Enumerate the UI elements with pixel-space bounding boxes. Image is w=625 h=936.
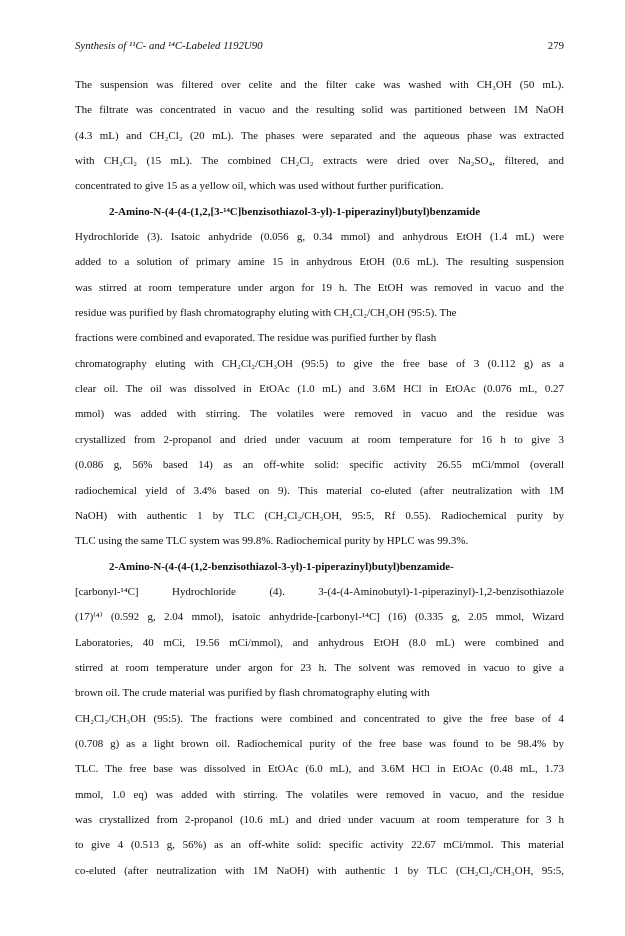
body-line: (17)⁽⁴⁾ (0.592 g, 2.04 mmol), isatoic anhydride-[carbonyl-¹⁴C] (16) (0.335 g, 2.05 mmol, Wizard (75, 611, 564, 624)
body-line: co-eluted (after neutralization with 1M NaOH) with authentic 1 by TLC (CH₂Cl₂/CH₃OH, 95:5, (75, 864, 564, 877)
body-text (75, 73, 564, 884)
body-line: NaOH) with authentic 1 by TLC (CH₂Cl₂/CH₃OH, 95:5, Rf 0.55). Radiochemical purity by (75, 509, 564, 522)
body-line: The filtrate was concentrated in vacuo and the resulting solid was partitioned between 1M NaOH (75, 104, 564, 117)
body-line: Laboratories, 40 mCi, 19.56 mCi/mmol), and anhydrous EtOH (8.0 mL) were combined and (75, 636, 564, 649)
body-line: mmol, 1.0 eq) was added with stirring. The volatiles were removed in vacuo, and the residue (75, 788, 564, 801)
page-number: 279 (547, 40, 564, 52)
body-line: The suspension was filtered over celite and the filter cake was washed with CH₃OH (50 mL). (75, 79, 564, 91)
body-line: chromatography eluting with CH₂Cl₂/CH₃OH (95:5) to give the free base of 3 (0.112 g) as a (75, 357, 564, 370)
body-line: was stirred at room temperature under argon for 19 h. The EtOH was removed in vacuo and the (75, 281, 564, 294)
body-line: concentrated to give 15 as a yellow oil, which was used without further purification. (75, 180, 444, 193)
body-line: (0.086 g, 56% based 14) as an off-white solid: specific activity 26.55 mCi/mmol (overall (75, 459, 564, 472)
compound-heading: 2-Amino-N-(4-(4-(1,2-benzisothiazol-3-yl)-1-piperazinyl)butyl)benzamide- (109, 560, 454, 573)
body-line: was crystallized from 2-propanol (10.6 mL) and dried under vacuum at room temperature for 3 h (75, 813, 564, 826)
body-line: (0.708 g) as a light brown oil. Radiochemical purity of the free base was found to be 98.4% by (75, 737, 564, 750)
running-header (75, 40, 564, 56)
body-line: radiochemical yield of 3.4% based on 9). This material co-eluted (after neutralization with 1M (75, 484, 564, 497)
body-line: (4.3 mL) and CH₂Cl₂ (20 mL). The phases were separated and the aqueous phase was extracted (75, 129, 564, 142)
body-line: brown oil. The crude material was purified by flash chromatography eluting with (75, 687, 430, 700)
body-line: mmol) was added with stirring. The volatiles were removed in vacuo and the residue was (75, 408, 564, 421)
body-line: CH₂Cl₂/CH₃OH (95:5). The fractions were combined and concentrated to give the free base of 4 (75, 712, 564, 725)
body-line: TLC using the same TLC system was 99.8%. Radiochemical purity by HPLC was 99.3%. (75, 535, 469, 548)
body-line: added to a solution of primary amine 15 in anhydrous EtOH (0.6 mL). The resulting suspension (75, 256, 564, 269)
body-line: TLC. The free base was dissolved in EtOAc (6.0 mL), and 3.6M HCl in EtOAc (0.48 mL, 1.73 (75, 763, 564, 776)
body-line: to give 4 (0.513 g, 56%) as an off-white solid: specific activity 22.67 mCi/mmol. This material (75, 839, 564, 852)
body-line: fractions were combined and evaporated. The residue was purified further by flash (75, 332, 437, 345)
body-line: residue was purified by flash chromatography eluting with CH₂Cl₂/CH₃OH (95:5). The (75, 307, 457, 320)
body-line: [carbonyl-¹⁴C] Hydrochloride (4). 3-(4-(4-Aminobutyl)-1-piperazinyl)-1,2-benzisothiazole (75, 585, 564, 598)
body-line: crystallized from 2-propanol and dried under vacuum at room temperature for 16 h to give 3 (75, 433, 564, 446)
body-line: with CH₂Cl₂ (15 mL). The combined CH₂Cl₂ extracts were dried over Na₂SO₄, filtered, and (75, 155, 564, 168)
compound-heading: 2-Amino-N-(4-(4-(1,2,[3-¹⁴C]benzisothiazol-3-yl)-1-piperazinyl)butyl)benzamide (109, 205, 481, 218)
body-line: Hydrochloride (3). Isatoic anhydride (0.056 g, 0.34 mmol) and anhydrous EtOH (1.4 mL) were (75, 231, 564, 244)
body-line: clear oil. The oil was dissolved in EtOAc (1.0 mL) and 3.6M HCl in EtOAc (0.076 mL, 0.27 (75, 383, 564, 396)
running-title: Synthesis of ¹¹C- and ¹⁴C-Labeled 1192U90 (75, 40, 263, 52)
body-line: stirred at room temperature under argon for 23 h. The solvent was removed in vacuo to give a (75, 661, 564, 674)
